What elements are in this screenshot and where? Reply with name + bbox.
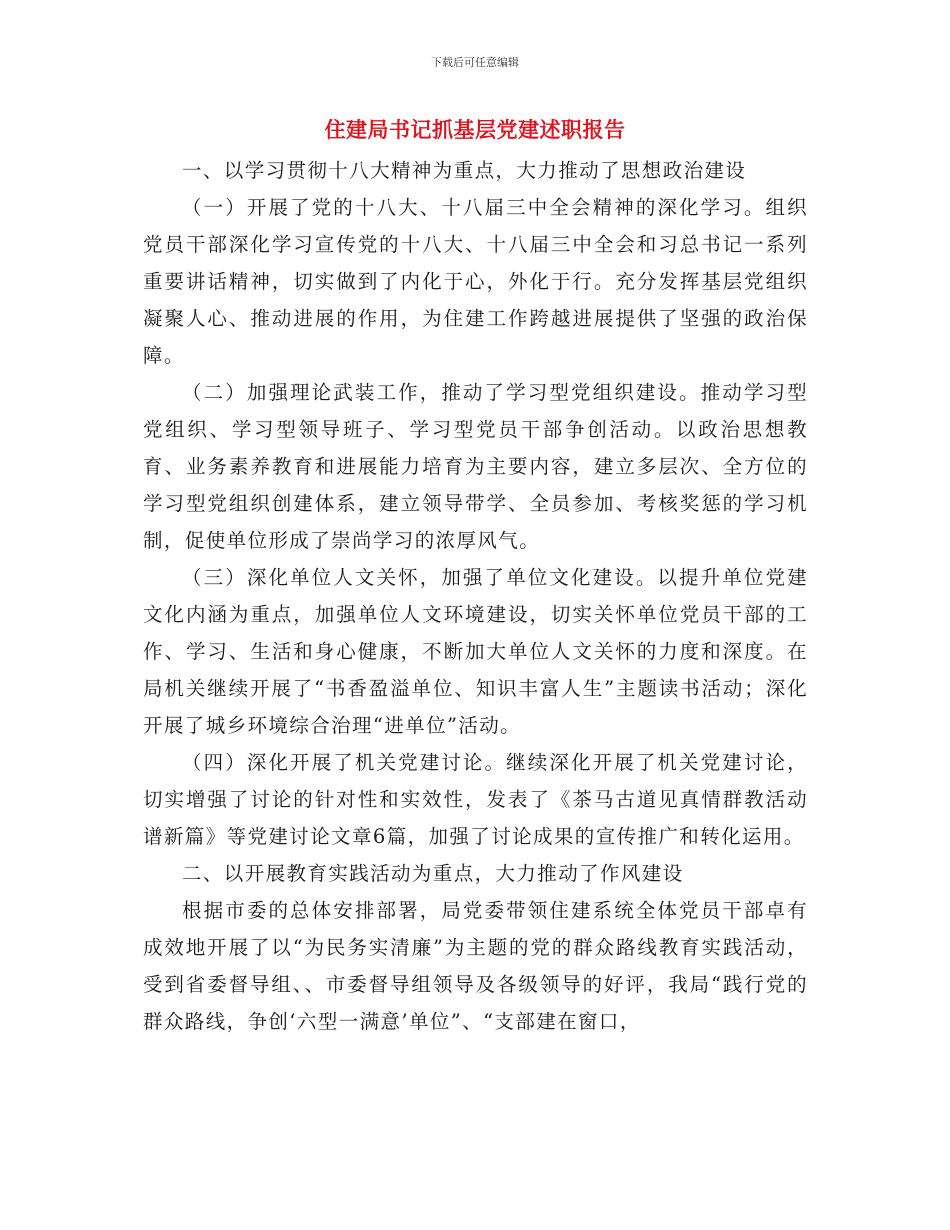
document-title: 住建局书记抓基层党建述职报告 <box>324 118 626 142</box>
paragraph-2: （二）加强理论武装工作，推动了学习型党组织建设。推动学习型党组织、学习型领导班子、学习型党员干部争创活动。以政治思想教育、业务素养教育和进展能力培育为主要内容，建立多层次、全方位的学习型党组织创建体系，建立领导带学、全员参加、考核奖惩的学习机制，促使单位形成了崇尚学习的浓厚风气。 <box>143 381 808 552</box>
paragraph-5: 根据市委的总体安排部署，局党委带领住建系统全体党员干部卓有成效地开展了以“为民务实清廉”为主题的党的群众路线教育实践活动，受到省委督导组、、市委督导组领导及各级领导的好评，我局“践行党的群众路线，争创‘六型一满意’单位”、“支部建在窗口， <box>143 899 808 1033</box>
document-body <box>143 152 808 1040</box>
paragraph-3: （三）深化单位人文关怀，加强了单位文化建设。以提升单位党建文化内涵为重点，加强单位人文环境建设，切实关怀单位党员干部的工作、学习、生活和身心健康，不断加大单位人文关怀的力度和深度。在局机关继续开展了“书香盈溢单位、知识丰富人生”主题读书活动；深化开展了城乡环境综合治理“进单位”活动。 <box>143 566 808 737</box>
paragraph-1: （一）开展了党的十八大、十八届三中全会精神的深化学习。组织党员干部深化学习宣传党的十八大、十八届三中全会和习总书记一系列重要讲话精神，切实做到了内化于心，外化于行。充分发挥基层党组织凝聚人心、推动进展的作用，为住建工作跨越进展提供了坚强的政治保障。 <box>143 196 808 367</box>
section-heading-1: 一、以学习贯彻十八大精神为重点，大力推动了思想政治建设 <box>182 159 747 182</box>
section-heading-2: 二、以开展教育实践活动为重点，大力推动了作风建设 <box>182 862 684 885</box>
paragraph-4: （四）深化开展了机关党建讨论。继续深化开展了机关党建讨论，切实增强了讨论的针对性和实效性，发表了《茶马古道见真情群教活动谱新篇》等党建讨论文章6篇，加强了讨论成果的宣传推广和转化运用。 <box>143 751 808 848</box>
header-note: 下载后可任意编辑 <box>431 56 519 69</box>
